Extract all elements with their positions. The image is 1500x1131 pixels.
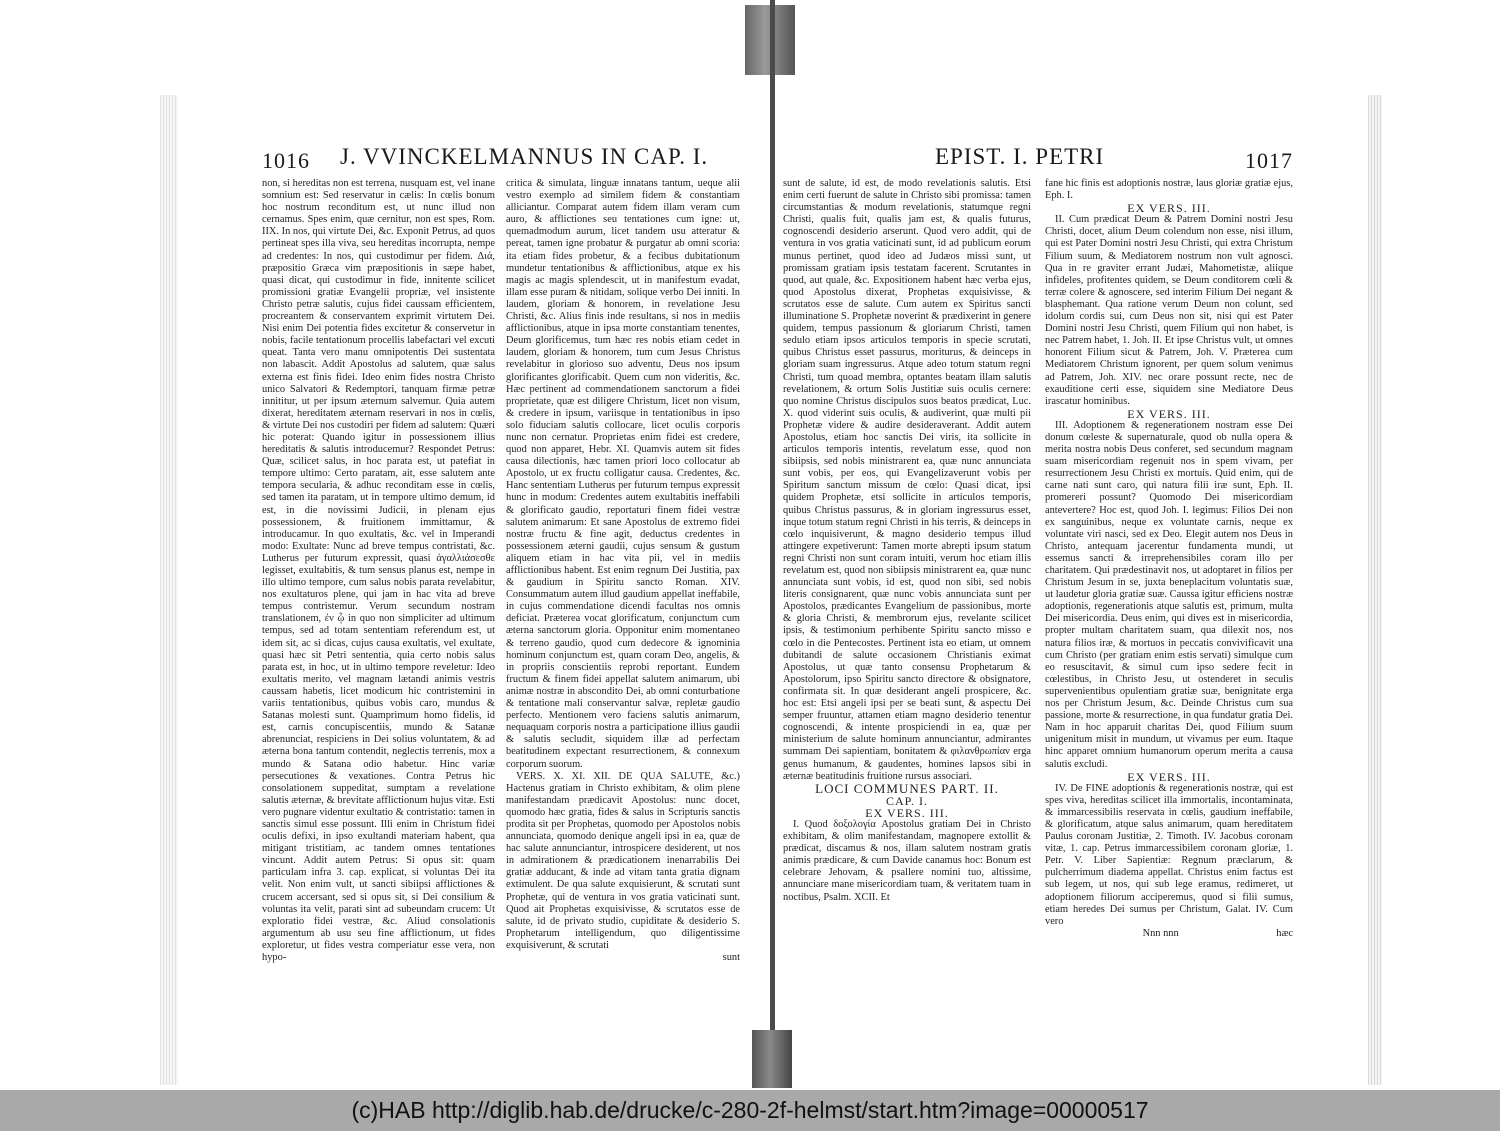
- book-gutter: [770, 0, 775, 1088]
- right-col2-intro: fane hic finis est adoptionis nostræ, laus gloriæ gratiæ ejus, Eph. I.: [1045, 178, 1293, 202]
- right-col2-para-1: II. Cum prædicat Deum & Patrem Domini nostri Jesu Christi, docet, alium Deum colendum non esse, nisi illum, qui est Pater Domini nostri Jesu Christi, qui extra Christum Filium suum, & Mediatorem nostrum non vult agnosci. Qua in re graviter errant Judæi, Mahometistæ, aliique infideles, profitentes quidem, se Deum conditorem cœli & terræ colere & agnoscere, sed interim Filium Dei negant & blasphemant. Qua ratione verum Deum non colunt, sed idolum cordis sui, cum Deus non sit, nisi qui est Pater Domini nostri Jesu Christi, quem Filium qui non habet, is nec Patrem habet, 1. Joh. II. Et ipse Christus vult, ut omnes honorent Filium sicut & Patrem, Joh. V. Præterea cum Mediatorem Christum ignorent, per quem solum venimus ad Patrem, Joh. XIV. nec orare possunt recte, nec de exauditione certi esse, siquidem sine Mediatore Deus irascatur hominibus.: [1045, 214, 1293, 407]
- left-page-number: 1016: [262, 148, 310, 173]
- cap-heading: CAP. I.: [885, 793, 928, 808]
- image-credit-bar: [0, 1090, 1500, 1131]
- book-clamp-bottom: [752, 1030, 792, 1088]
- vers-heading-3: EX VERS. III.: [1127, 406, 1211, 421]
- right-col2-para-3: IV. De FINE adoptionis & regenerationis nostræ, qui est spes viva, hereditas scilicet illa immortalis, incontaminata, & immarcessibilis reservata in cœlis, gaudium ineffabile, & glorificatum, atque salus animarum, quam hereditatem Paulus coronam Justitiæ, 2. Timoth. IV. Jacobus coronam vitæ, 1. cap. Petrus immarcessibilem coronam gloriæ, 1. Petr. V. Liber Sapientiæ: Regnum præclarum, & pulcherrimum diadema appellat. Christus enim factus est sub legem, ut nos, qui sub lege eramus, redimeret, ut adoptionem filiorum acciperemus, quod si filii sumus, etiam heredes Dei sumus per Christum, Galat. IV. Cum vero: [1045, 782, 1293, 927]
- right-page: [783, 140, 1293, 939]
- vers-heading-1: EX VERS. III.: [865, 805, 949, 820]
- right-column-1: [783, 178, 1031, 904]
- left-page: [262, 140, 740, 963]
- right-page-header: [783, 140, 1293, 174]
- vers-heading-2: EX VERS. III.: [1127, 201, 1211, 216]
- left-catchword: sunt: [722, 952, 740, 963]
- right-col1-text: sunt de salute, id est, de modo revelationis salutis. Etsi enim certi fuerunt de salute in Christo sibi promissa: tamen circumstantias & modum revelationis, statumque regni Christi, qualis fuit, qualis jam est, & qualis futurus, cognoscendi desiderio arserunt. Quod vero addit, qui de ventura in vos gratia vaticinati sunt, id ad publicum eorum munus pertinet, quod ideo ad Judæos missi sunt, ut promissam gratiam ipsis testatam facerent. Scrutantes in quod, aut quale, &c. Expositionem habent hæc verba ejus, quod Apostolus dixerat, Prophetas exquisivisse, & scrutatos esse de salute. Cum autem ex Spiritus sancti illuminatione S. Prophetæ noverint & prædixerint in genere quidem, tempus passionum & gloriarum Christi, tamen sedulo etiam ipsos articulos temporis in specie scrutati, quibus Christus esset passurus, moriturus, & deinceps in gloriam suam ingressurus. Atque adeo totum statum regni Christi, tum quoad membra, optantes beatam illam salutis revelationem, & ortum Solis Justitiæ suis oculis cernere: quo nomine Christus discipulos suos beatos prædicat, Luc. X. quod viderint suis oculis, & audiverint, quæ multi pii Prophetæ videre & audire desideraverant. Addit autem Apostolus, etiam hoc sanctis Dei viris, ita sollicite in articulos temporis intentis, revelatum esse, quod non sibiipsis, sed nobis ministrarent ea, quæ nunc annunciata sunt vobis, per eos, qui Evangelizaverunt vobis per Spiritum sanctum missum de cœlo: Quasi dicat, ipsi quidem Prophetæ, etsi sollicite in articulos temporis, quibus Christus passurus, & in gloriam ingressurus esset, inque totum statum regni Christi in his terris, & deinceps in cœlo inquisiverunt, & magno desiderio tempus illud attingere expetiverunt: Tamen morte abrepti ipsum statum regni Christi non sunt coram intuiti, verum hoc etiam illis revelatum est, quod non sibiipsis ministrarent ea, quæ nunc annunciata sunt vobis, id est, quod non sibi, sed nobis literis consignarent, quæ nunc vobis annunciata sunt per Apostolos, prædicantes Evangelium de passionibus, morte & gloria Christi, & membrorum ejus, revelante scilicet ipsis, & testimonium perhibente Spiritu sancto misso e cœlo in die Pentecostes. Pertinent ista eo etiam, ut omnem dubitandi de salute occasionem Christianis eximat Apostolus, ut quæ tanto consensu Prophetarum & Apostolorum, ipso Spiritu sancto directore & obsignatore, confirmata sit. In quæ desiderant angeli prospicere, &c. hoc est: Etsi angeli ipsi per se beati sunt, & aspectu Dei semper fruuntur, attamen etiam magno desiderio tenentur cognoscendi, & intente prospiciendi in ea, quæ per ministerium de salute hominum annunciantur, admirantes summam Dei sapientiam, bonitatem & φιλανθρωπίαν erga genus humanum, & gaudentes, homines lapsos sibi in æternæ beatitudinis fruitione rursus associari.: [783, 178, 1031, 782]
- left-col1-text: non, si hereditas non est terrena, nusquam est, vel inane somnium est: Sed reservatur in cælis: In cœlis bonum hoc nostrum reconditum est, ut nunc illud non cernamus. Spes enim, quæ cernitur, non est spes, Rom. IIX. In nos, qui virtute Dei, &c. Exponit Petrus, ad quos pertineat spes illa viva, seu hereditas incorrupta, nempe ad credentes: In nos, qui custodimur per fidem. Διά, præpositio Græca vim præpositionis in sæpe habet, quasi dicat, qui custodimur in fide, innitente scilicet promissioni gratiæ Evangelii propriæ, vel insistente Christo petræ salutis, cujus fidei caussam efficientem, procreantem & conservantem exprimit virtutem Dei. Nisi enim Dei potentia fides excitetur & conservetur in nobis, facile tentationum procellis labefactari vel excuti queat. Tanta vero manu omnipotentis Dei sustentata non labascit. Addit Apostolus ad salutem, quæ salus externa est finis fidei. Ideo enim fides nostra Christo unico Salvatori & Redemptori, tanquam firmæ petræ innititur, ut per ipsum æternum salvemur. Quia autem dixerat, hereditatem æternam reservari in nos in cœlis, & virtute Dei nos custodiri per fidem ad salutem: Quæri hic poterat: Quando igitur in possessionem illius hereditatis & salutis introducemur? Respondet Petrus: Quæ, scilicet salus, in hoc parata est, ut patefiat in tempore ultimo: Certo paratam, ait, esse salutem ante tempora secularia, & adhuc reconditam esse in cœlis, sed tamen ita paratam, ut in tempore ultimo demum, id est, in die novissimi Judicii, in plenam ejus possessionem, & fruitionem immittamur, & introducamur. In quo exultatis, &c. vel in Imperandi modo: Exultate: Nunc ad breve tempus contristati, &c. Lutherus per futurum expressit, quasi ἀγαλλιάσεσθε legisset, exultabitis, & tum sensus planus est, nempe in illo ultimo tempore, cum salus nobis parata revelabitur, nos exultaturos plene, qui jam in hac vita ad breve tempus contristemur. Verum secundum nostram translationem, ἐν ᾧ in quo non simpliciter ad ultimum tempus, sed ad totam sententiam referendum est, ut idem sit, ac si dicas, cujus causa exultatis, vel exultate, quasi hæc sit Petri sententia, quia certo nobis salus parata est, in hoc, ut in ultimo tempore reveletur: Ideo exultatis merito, vel magnam lætandi animis vestris caussam habetis, licet modicum hic contristemini in variis tentationibus, quibus vobis caro, mundus & Satanas molesti sunt. Quamprimum homo fidelis, id est, carnis concupiscentiis, mundo & Satanæ abrenunciat, respiciens in Dei solius voluntatem, & ad æterna bona tantum contendit, neglectis terrenis, mox a mundo & Satana odio habetur. Hinc variæ persecutiones & vexationes. Contra Petrus hic consolationem suppeditat, sumptam a revelatione salutis æternæ, & brevitate afflictionum hujus vitæ. Esti vero pugnare videntur exultatio & contristatio: tamen in sanctis simul esse possunt. Illi enim in Christum fidei oculis defixi, in ipso exultandi materiam habent, qua mitigant tristitiam, ac tandem omnes tentationes vincunt. Addit autem Petrus: Si opus sit: quam particulam infra 3. cap. explicat, si voluntas Dei ita velit. Non enim vult, ut sancti sibiipsi afflictiones & crucem accersant, sed si opus sit, si Dei consilium & voluntas ita velit, parati sint ad subeundam crucem: Ut exploratio fidei vestræ, &c. Aliud consolationis argumentum ab usu seu fine afflictionum, ut fides exploretur, ut fides vestra comperiatur esse vera, non hypo-: [262, 178, 495, 963]
- right-column-2: [1045, 178, 1293, 940]
- right-page-edge: [1368, 95, 1382, 1085]
- image-credit-text: (c)HAB http://diglib.hab.de/drucke/c-280-2f-helmst/start.htm?image=00000517: [351, 1097, 1149, 1123]
- right-col1-tail: I. Quod δοξολογία Apostolus gratiam Dei in Christo exhibitam, & olim manifestandam, magnopere extollit & prædicat, discamus & nos, illam salutem nostram gratis animis prædicare, & cum Davide canamus hoc: Bonum est celebrare Jehovam, & psallere nomini tuo, altissime, annunciare mane misericordiam tuam, & veritatem tuam in noctibus, Psalm. XCII. Et: [783, 818, 1031, 903]
- left-running-head: J. VVINCKELMANNUS IN CAP. I.: [340, 144, 709, 169]
- right-page-number: 1017: [1245, 148, 1293, 173]
- left-page-header: [262, 140, 740, 174]
- right-col2-para-2: III. Adoptionem & regenerationem nostram esse Dei donum cœleste & supernaturale, quod ob nulla opera & merita nostra nobis Deus conferet, sed secundum magnam suam misericordiam regenuit nos in spem vivam, per resurrectionem Jesu Christi ex mortuis. Quid enim, qui de carne nati sunt caro, qui natura filii iræ sunt, Eph. II. promereri possunt? Quomodo Dei misericordiam antevertere? Hoc est, quod Joh. I. legimus: Filios Dei non ex sanguinibus, neque ex voluntate carnis, neque ex voluntate viri nasci, sed ex Deo. Elegit autem nos Deus in Christo, antequam jacerentur fundamenta mundi, ut essemus sancti & irreprehensibiles coram illo per charitatem. Qui prædestinavit nos, ut adoptaret in filios per Christum Jesum in se, juxta beneplacitum voluntatis suæ, ut laudetur gloria gratiæ suæ. Caussa igitur efficiens nostræ adoptionis, regenerationis atque salutis est, primum, multa Dei misericordia. Deus enim, qui dives est in misericordia, propter multam charitatem suam, qua dilexit nos, nos natura filios iræ, & mortuos in peccatis convivificavit una cum Christo (per gratiam enim estis servati) simulque cum eo resuscitavit, & simul cum ipso sedere fecit in cœlestibus, in Christo Jesu, ut ostenderet in seculis supervenientibus opulentiam gratiæ suæ, benignitate erga nos per Christum Jesum, &c. Deinde Christus cum sua passione, morte & resurrectione, in qua fundatur gratia Dei. Nam in hoc apparuit charitas Dei, quod Filium suum unigenitum misit in mundum, ut vivamus per eum. Itaque hinc apparet omnium humanorum operum merita a causa salutis excludi.: [1045, 419, 1293, 770]
- left-column-1: [262, 178, 495, 964]
- signature-text: Nnn nnn: [1142, 927, 1179, 939]
- signature-mark: [1045, 928, 1293, 940]
- left-column-2: [506, 178, 740, 964]
- vers-heading-4: EX VERS. III.: [1127, 769, 1211, 784]
- right-catchword: hæc: [1276, 927, 1293, 939]
- left-col2-text-1: critica & simulata, linguæ innatans tantum, ueque alii vestro exemplo ad similem fidem & constantiam alliciantur. Comparat autem fidem illam veram cum auro, & afflictiones seu tentationes cum igne: ut, quemadmodum aurum, licet tandem usu atteratur & pereat, tamen igne probatur & purgatur ab omni scoria: ita etiam fides probetur, & a fecibus dubitationum mundetur tentationibus & afflictionibus, atque ex his magis ac magis splendescit, ut in manifestum evadat, illam esse puram & nitidam, solique verbo Dei inniti. In laudem, gloriam & honorem, in revelatione Jesu Christi, &c. Alius finis inde resultans, si nos in mediis afflictionibus, atque in ipsa morte constantiam tenentes, Deum glorificemus, tum hæc res nobis etiam cedet in laudem, gloriam & honorem, tum cum Jesus Christus revelabitur in glorioso suo adventu, Deus nos ipsum glorificantes glorificabit. Quem cum non videritis, &c. Hæc pertinent ad commendationem sanctorum a fidei proprietate, quæ est diligere Christum, licet non visum, & credere in ipsum, variisque in tentationibus in ipso solo fiduciam salutis collocare, licet oculis corporis nunc non cernatur. Proprietas enim fidei est credere, quod non apparet, Hebr. XI. Quamvis autem sit fides causa dilectionis, hæc tamen priori loco collocatur ab Apostolo, ut ex fructu colligatur causa. Credentes, &c. Hanc sententiam Lutherus per futurum tempus expressit hunc in modum: Credentes autem exultabitis ineffabili & glorificato gaudio, reportaturi finem fidei vestræ salutem animarum: Et sane Apostolus de extremo fidei nostræ fructu & fine agit, deductus credentes in possessionem æterni gaudii, cujus sensum & gustum aliquem etiam in hac vita pii, vel in mediis afflictionibus habent. Est enim regnum Dei Justitia, pax & gaudium in Spiritu sancto Roman. XIV. Consummatum autem illud gaudium appellat ineffabile, in cujus commendatione dicendi facultas nos omnis deficiat. Præterea vocat glorificatum, conjunctum cum æterna sanctorum gloria. Opponitur enim momentaneo & terreno gaudio, quod cum dedecore & ignominia hominum conjunctum est, quam coram Deo, angelis, & in propriis conscientiis reprobi reportant. Eundem fructum & finem fidei appellat salutem animarum, ubi animæ nostræ in abscondito Dei, ab omni conturbatione & tentatione mali conservantur salvæ, repletæ gaudio perfecto. Mentionem vero faciens salutis animarum, nequaquam corporis nostra a participatione illius gaudii & salutis secludit, siquidem illæ ad perfectam beatitudinem expectant resurrectionem, & connexum corporum suorum.: [506, 178, 740, 770]
- left-col2-text-2: VERS. X. XI. XII. DE QUA SALUTE, &c.) Hactenus gratiam in Christo exhibitam, & olim plene manifestandam prædicavit Apostolus: nunc docet, quomodo hæc gratia, fides & salus in Scripturis sanctis prodita sit per Prophetas, quomodo per Apostolos nobis annunciata, quomodo denique angeli ipsi in ea, quæ de hac salute annunciantur, introspicere desiderent, ut nos in admirationem & prædicationem inenarrabilis Dei gratiæ adducant, & inde ad vitam tanta gratia dignam extimulent. De qua salute exquisierunt, & scrutati sunt Prophetæ, qui de ventura in vos gratia vaticinati sunt. Quod ait Prophetas exquisivisse, & scrutatos esse de salute, id de privato studio, cupiditate & desiderio S. Prophetarum intelligendum, quo diligentissime exquisiverunt, & scrutati: [506, 770, 740, 951]
- right-running-head: EPIST. I. PETRI: [935, 144, 1105, 169]
- loci-communes-heading: LOCI COMMUNES PART. II.: [815, 780, 999, 796]
- left-page-edge: [160, 95, 178, 1085]
